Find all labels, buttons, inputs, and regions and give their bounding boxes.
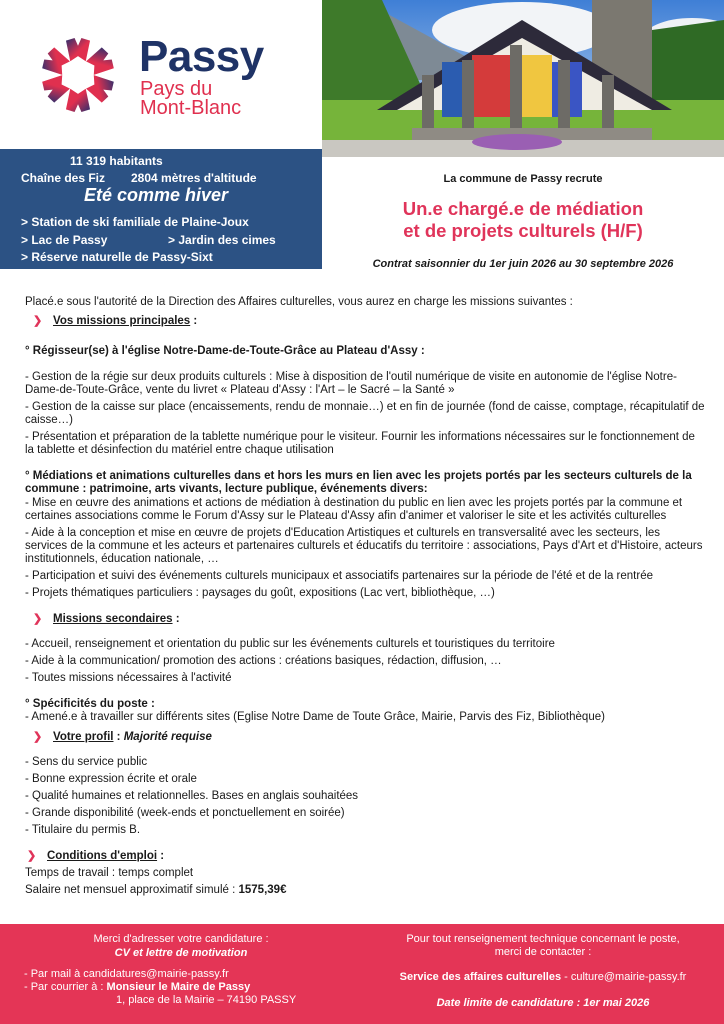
footer-apply bbox=[0, 924, 362, 1024]
section-label: Conditions d'emploi bbox=[47, 850, 158, 862]
section-profil bbox=[33, 731, 705, 744]
service-email[interactable]: - culture@mairie-passy.fr bbox=[561, 971, 687, 983]
group-heading: ° Spécificités du poste : bbox=[25, 698, 155, 710]
job-description bbox=[25, 296, 705, 897]
list-item: - Qualité humaines et relationnelles. Bases en anglais souhaitées bbox=[25, 790, 359, 802]
list-item: - Gestion de la régie sur deux produits culturels : Mise à disposition de l'outil numérique de visite en autonomie de l'église Notre-Dame-de-Toute-Grâce, vente du livret « Plateau d'Assy : l'Art – le Sacré – la Santé » bbox=[25, 371, 677, 396]
list-item: - Aide à la conception et mise en œuvre de projets d'Education Artistiques et culturels en transversalité avec les secteurs, les services de la commune et les acteurs et partenaires culturels et éducatifs du territoire : associations, Pays d'Art et d'Histoire, acteurs institutionnels, éducation nationale, … bbox=[25, 527, 703, 565]
section-label: Missions secondaires bbox=[53, 613, 173, 625]
logo-tagline-line1: Pays du bbox=[140, 78, 213, 100]
post-prefix: - Par courrier à : bbox=[24, 981, 104, 993]
altitude: 2804 mètres d'altitude bbox=[131, 171, 257, 185]
info-item: > Lac de Passy bbox=[21, 233, 108, 247]
list-item: - Sens du service public bbox=[25, 756, 148, 768]
deadline: Date limite de candidature : 1er mai 2026 bbox=[436, 997, 650, 1009]
list-item: - Mise en œuvre des animations et actions de médiation à destination du public en lien avec les projets portés par la commune et certaines associations comme le Forum d'Assy sur le Plateau d'Assy afin d'animer et valoriser le site et les activités culturelles bbox=[25, 497, 683, 522]
passy-logo bbox=[35, 28, 295, 128]
list-item: - Grande disponibilité (week-ends et ponctuellement en soirée) bbox=[25, 807, 345, 819]
work-time: Temps de travail : temps complet bbox=[25, 867, 194, 879]
list-item: - Projets thématiques particuliers : paysages du goût, expositions (Lac vert, bibliothèque, …) bbox=[25, 587, 495, 599]
section-conditions bbox=[27, 850, 705, 863]
job-title-line2: et de projets culturels (H/F) bbox=[403, 220, 643, 241]
list-item: - Présentation et préparation de la tablette numérique pour le visiteur. Fournir les informations nécessaires sur le fonctionnement de la tablette et désinfection du matériel entre chaque utilisation bbox=[25, 431, 695, 456]
list-item: - Accueil, renseignement et orientation du public sur les événements culturels et touristiques du territoire bbox=[25, 638, 555, 650]
list-item: - Bonne expression écrite et orale bbox=[25, 773, 197, 785]
salary bbox=[25, 884, 705, 897]
job-header bbox=[322, 160, 724, 270]
application-footer bbox=[0, 924, 724, 1024]
apply-line2: CV et lettre de motivation bbox=[114, 947, 248, 959]
population: 11 319 habitants bbox=[70, 154, 163, 168]
list-item: - Gestion de la caisse sur place (encaissements, rendu de monnaie…) et en fin de journée (fond de caisse, comptage, récapitulatif de caisse…) bbox=[25, 401, 705, 426]
footer-contact bbox=[362, 924, 724, 1024]
chevron-right-icon: ❯ bbox=[27, 850, 37, 862]
job-title bbox=[322, 198, 724, 242]
job-title-line1: Un.e chargé.e de médiation bbox=[402, 198, 644, 219]
contact-line1: Pour tout renseignement technique concernant le poste, bbox=[406, 933, 680, 945]
section-label: Votre profil bbox=[53, 731, 114, 743]
section-label: Vos missions principales bbox=[53, 315, 191, 327]
section-suffix: : bbox=[157, 850, 165, 862]
chevron-right-icon: ❯ bbox=[33, 731, 43, 743]
info-item: > Jardin des cimes bbox=[168, 233, 276, 247]
town-info-box bbox=[0, 149, 322, 269]
group-heading: ° Médiations et animations culturelles dans et hors les murs en lien avec les projets portés par les secteurs culturels de la commune : patrimoine, arts vivants, lecture publique, événements divers: bbox=[25, 470, 692, 495]
church-illustration bbox=[322, 0, 724, 157]
list-item: - Aide à la communication/ promotion des actions : créations basiques, rédaction, diffusion, … bbox=[25, 655, 502, 667]
apply-mail[interactable]: - Par mail à candidatures@mairie-passy.fr bbox=[24, 968, 229, 980]
apply-line1: Merci d'adresser votre candidature : bbox=[93, 933, 269, 945]
salary-label: Salaire net mensuel approximatif simulé : bbox=[25, 884, 239, 896]
chevron-right-icon: ❯ bbox=[33, 613, 43, 625]
contact-service bbox=[362, 971, 724, 983]
salary-value: 1575,39€ bbox=[238, 884, 287, 896]
logo-tagline-line2: Mont-Blanc bbox=[140, 97, 242, 119]
snowflake-hearts-icon bbox=[35, 32, 121, 118]
section-suffix: : bbox=[113, 731, 121, 743]
list-item: - Amené.e à travailler sur différents sites (Eglise Notre Dame de Toute Grâce, Mairie, Parvis des Fiz, Bibliothèque) bbox=[25, 711, 605, 723]
list-item: - Participation et suivi des événements culturels municipaux et associatifs partenaires sur la période de l'été et de la rentrée bbox=[25, 570, 653, 582]
profil-note: Majorité requise bbox=[123, 731, 212, 743]
logo-name: Passy bbox=[139, 32, 264, 81]
apply-post bbox=[24, 981, 250, 993]
list-item: - Toutes missions nécessaires à l'activité bbox=[25, 672, 232, 684]
group-heading: ° Régisseur(se) à l'église Notre-Dame-de-Toute-Grâce au Plateau d'Assy : bbox=[25, 345, 425, 357]
logo-tagline bbox=[140, 80, 241, 118]
info-item: > Réserve naturelle de Passy-Sixt bbox=[21, 250, 213, 264]
apply-address: 1, place de la Mairie – 74190 PASSY bbox=[116, 994, 297, 1006]
recruit-kicker: La commune de Passy recrute bbox=[443, 173, 603, 185]
section-missions-secondaires bbox=[33, 613, 705, 626]
contract-period: Contrat saisonnier du 1er juin 2026 au 30 septembre 2026 bbox=[372, 258, 674, 270]
church-photo bbox=[322, 0, 724, 157]
slogan: Eté comme hiver bbox=[84, 185, 229, 205]
contact-line2: merci de contacter : bbox=[494, 946, 592, 958]
section-suffix: : bbox=[172, 613, 180, 625]
chevron-right-icon: ❯ bbox=[33, 315, 43, 327]
info-item: > Station de ski familiale de Plaine-Joux bbox=[21, 215, 249, 229]
section-missions-principales bbox=[33, 315, 705, 328]
section-suffix: : bbox=[190, 315, 198, 327]
post-name: Monsieur le Maire de Passy bbox=[106, 981, 251, 993]
intro-text: Placé.e sous l'autorité de la Direction des Affaires culturelles, vous aurez en charge les missions suivantes : bbox=[25, 296, 573, 308]
service-name: Service des affaires culturelles bbox=[399, 971, 562, 983]
mountain-chain: Chaîne des Fiz bbox=[21, 171, 106, 185]
list-item: - Titulaire du permis B. bbox=[25, 824, 141, 836]
